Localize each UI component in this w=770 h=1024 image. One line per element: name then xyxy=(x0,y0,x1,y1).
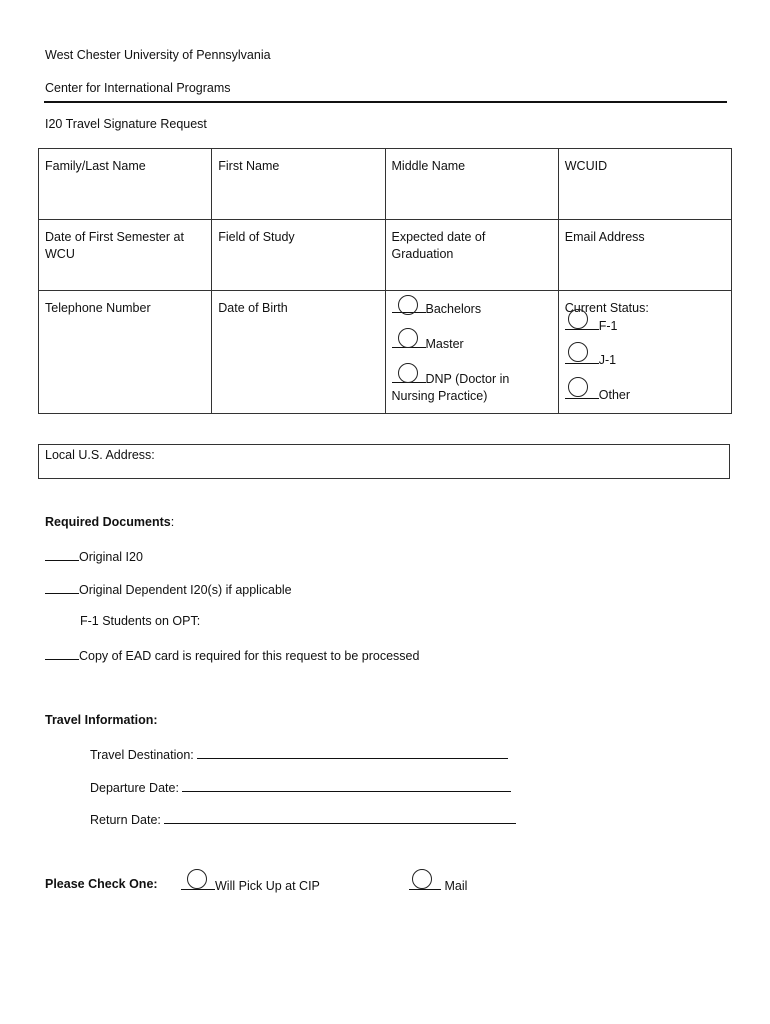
delivery-label: Please Check One: xyxy=(45,877,158,891)
university-name: West Chester University of Pennsylvania xyxy=(45,48,271,62)
master-radio[interactable] xyxy=(398,328,418,348)
required-documents-title: Required Documents xyxy=(45,515,171,529)
wcuid-field[interactable] xyxy=(558,149,731,220)
opt-note: F-1 Students on OPT: xyxy=(80,614,201,628)
doc-check-line[interactable] xyxy=(45,548,79,561)
status-j1-label: J-1 xyxy=(598,353,617,367)
middle-name-field[interactable] xyxy=(385,149,558,220)
first-name-label: First Name xyxy=(218,159,280,173)
doc-item-ead xyxy=(45,647,419,663)
status-f1-label: F-1 xyxy=(598,319,618,333)
return-date-row xyxy=(90,811,516,827)
j1-radio[interactable] xyxy=(568,342,588,362)
degree-bachelors-label: Bachelors xyxy=(425,302,482,316)
telephone-label: Telephone Number xyxy=(45,301,151,315)
field-of-study-label: Field of Study xyxy=(218,230,295,244)
required-documents-heading xyxy=(45,515,174,529)
form-title: I20 Travel Signature Request xyxy=(45,117,207,131)
telephone-field[interactable] xyxy=(39,291,212,414)
doc-check-line[interactable] xyxy=(45,581,79,594)
dob-field[interactable] xyxy=(212,291,385,414)
departure-date-field[interactable] xyxy=(182,779,511,792)
departure-date-row xyxy=(90,779,511,795)
mail-radio[interactable] xyxy=(412,869,432,889)
doc-item-original-i20 xyxy=(45,548,143,564)
middle-name-label: Middle Name xyxy=(391,159,466,173)
travel-info-heading: Travel Information: xyxy=(45,713,158,727)
return-date-field[interactable] xyxy=(164,811,516,824)
travel-destination-row xyxy=(90,746,508,762)
departure-date-label: Departure Date: xyxy=(90,781,179,795)
doc-check-line[interactable] xyxy=(45,647,79,660)
center-name: Center for International Programs xyxy=(45,81,231,95)
status-label: Current Status: xyxy=(564,301,649,315)
mail-option xyxy=(409,877,467,893)
doc-dependent-i20-label: Original Dependent I20(s) if applicable xyxy=(79,583,292,597)
first-semester-field[interactable] xyxy=(39,220,212,291)
graduation-date-field[interactable] xyxy=(385,220,558,291)
doc-ead-label: Copy of EAD card is required for this request to be processed xyxy=(79,649,420,663)
dnp-radio[interactable] xyxy=(398,363,418,383)
required-documents-colon: : xyxy=(170,515,175,529)
travel-destination-label: Travel Destination: xyxy=(90,748,194,762)
return-date-label: Return Date: xyxy=(90,813,161,827)
degree-options xyxy=(385,291,558,414)
first-semester-label: Date of First Semester at WCU xyxy=(45,230,184,261)
doc-item-dependent-i20 xyxy=(45,581,292,597)
last-name-label: Family/Last Name xyxy=(45,159,146,173)
last-name-field[interactable] xyxy=(39,149,212,220)
header-divider xyxy=(44,101,727,103)
status-other-label: Other xyxy=(598,388,631,402)
student-info-table xyxy=(38,148,732,414)
mail-label: Mail xyxy=(444,879,468,893)
email-field[interactable] xyxy=(558,220,731,291)
pickup-label: Will Pick Up at CIP xyxy=(215,879,320,893)
f1-radio[interactable] xyxy=(568,309,588,329)
doc-original-i20-label: Original I20 xyxy=(79,550,143,564)
graduation-date-label: Expected date of Graduation xyxy=(391,230,486,261)
status-options xyxy=(558,291,731,414)
degree-dnp-label: DNP (Doctor in Nursing Practice) xyxy=(391,372,510,403)
pickup-radio[interactable] xyxy=(187,869,207,889)
wcuid-label: WCUID xyxy=(564,159,608,173)
dob-label: Date of Birth xyxy=(218,301,288,315)
local-address-label: Local U.S. Address: xyxy=(45,448,155,462)
first-name-field[interactable] xyxy=(212,149,385,220)
degree-master-label: Master xyxy=(425,337,464,351)
other-radio[interactable] xyxy=(568,377,588,397)
travel-destination-field[interactable] xyxy=(197,746,508,759)
bachelors-radio[interactable] xyxy=(398,295,418,315)
email-label: Email Address xyxy=(564,230,645,244)
pickup-option xyxy=(181,877,320,893)
field-of-study-field[interactable] xyxy=(212,220,385,291)
local-address-field[interactable] xyxy=(38,444,730,479)
